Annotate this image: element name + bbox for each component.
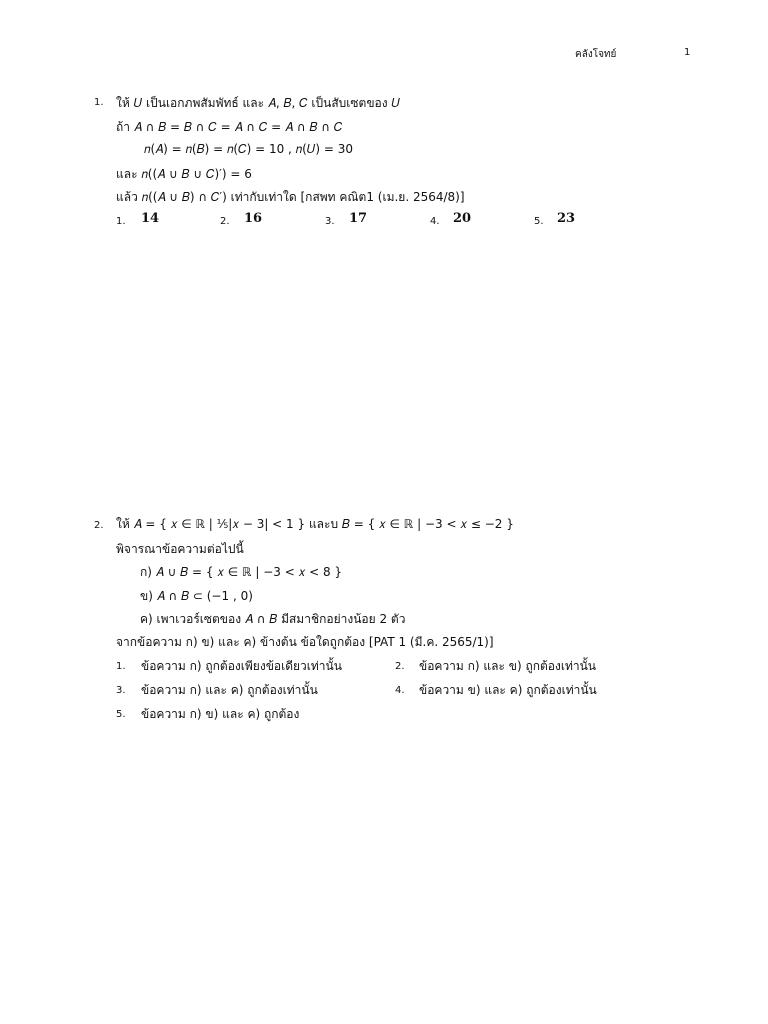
q1-line-2: ถ้า 𝐴 ∩ 𝐵 = 𝐵 ∩ 𝐶 = 𝐴 ∩ 𝐶 = 𝐴 ∩ 𝐵 ∩ 𝐶 [116,120,343,134]
q1-line-4: และ 𝑛((𝐴 ∪ 𝐵 ∪ 𝐶)′) = 6 [116,167,252,181]
q2-statement-a: ก) 𝐴 ∪ 𝐵 = { 𝑥 ∈ ℝ | −3 < 𝑥 < 8 } [140,565,343,579]
q2-choice-1-text: ข้อความ ก) ถูกต้องเพียงข้อเดียวเท่านั้น [141,659,342,673]
q2-choice-4-number: 4. [395,685,405,696]
q1-choice-5-value: 23 [557,211,576,226]
q2-prompt: จากข้อความ ก) ข) และ ค) ข้างต้น ข้อใดถูกต้อง [PAT 1 (มี.ค. 2565/1)] [116,635,494,649]
q1-line-5: แล้ว 𝑛((𝐴 ∪ 𝐵) ∩ 𝐶′) เท่ากับเท่าใด [กสพท คณิต1 (เม.ย. 2564/8)] [116,190,465,204]
q1-choice-4-number: 4. [430,216,440,227]
q1-choice-4-value: 20 [453,211,472,226]
q2-line-1: ให้ 𝐴 = { 𝑥 ∈ ℝ | ⅕|𝑥 − 3| < 1 } และบ 𝐵 = { 𝑥 ∈ ℝ | −3 < 𝑥 ≤ −2 } [116,517,514,531]
q1-choice-5-number: 5. [534,216,544,227]
q1-choice-1-value: 14 [141,211,160,226]
q2-line-2: พิจารณาข้อความต่อไปนี้ [116,542,244,556]
q1-number: 1. [94,97,104,108]
q1-line-1: ให้ 𝑈 เป็นเอกภพสัมพัทธ์ และ 𝐴, 𝐵, 𝐶 เป็นสับเซตของ 𝑈 [116,96,401,110]
q2-choice-2-number: 2. [395,661,405,672]
q2-choice-1-number: 1. [116,661,126,672]
q1-choice-3-value: 17 [349,211,368,226]
q1-line-3: 𝑛(𝐴) = 𝑛(𝐵) = 𝑛(𝐶) = 10 , 𝑛(𝑈) = 30 [144,142,354,156]
q2-choice-5-number: 5. [116,709,126,720]
q2-statement-b: ข) 𝐴 ∩ 𝐵 ⊂ (−1 , 0) [140,589,253,603]
q1-choice-3-number: 3. [325,216,335,227]
q1-choice-2-value: 16 [244,211,263,226]
q1-choice-2-number: 2. [220,216,230,227]
q2-choice-3-text: ข้อความ ก) และ ค) ถูกต้องเท่านั้น [141,683,318,697]
page-number: 1 [684,47,691,58]
q2-choice-5-text: ข้อความ ก) ข) และ ค) ถูกต้อง [141,707,300,721]
q2-choice-2-text: ข้อความ ก) และ ข) ถูกต้องเท่านั้น [419,659,596,673]
header-title: คลังโจทย์ [575,49,617,60]
q2-choice-4-text: ข้อความ ข) และ ค) ถูกต้องเท่านั้น [419,683,597,697]
q2-choice-3-number: 3. [116,685,126,696]
q1-choice-1-number: 1. [116,216,126,227]
q2-statement-c: ค) เพาเวอร์เซตของ 𝐴 ∩ 𝐵 มีสมาชิกอย่างน้อย 2 ตัว [140,612,406,626]
q2-number: 2. [94,520,104,531]
